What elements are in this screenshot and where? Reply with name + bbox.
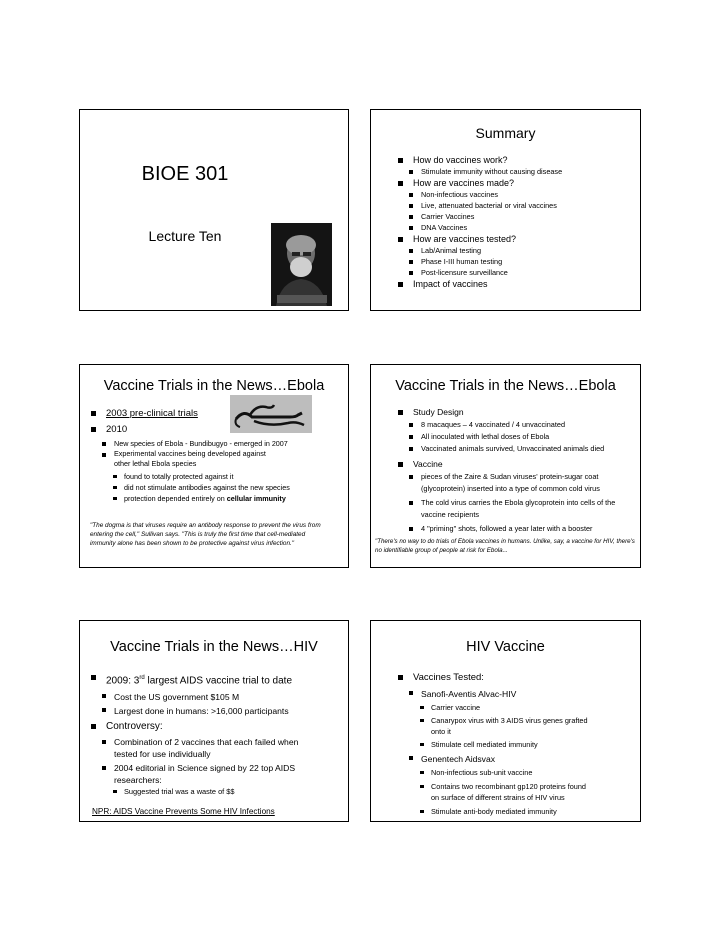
slide-hiv-1 (79, 620, 349, 822)
list-item: Stimulate cell mediated immunity (395, 739, 636, 750)
subtitle-text: Lecture Ten (148, 228, 222, 244)
list-item: Impact of vaccines (395, 278, 634, 290)
list-item: did not stimulate antibodies against the new species (88, 482, 342, 493)
list-item: Non-infectious sub-unit vaccine (395, 767, 636, 778)
list-item: Vaccine (395, 458, 636, 470)
slide-title: Summary (475, 125, 536, 141)
list-item: New species of Ebola - Bundibugyo - emerged in 2007 (88, 438, 342, 449)
slide-ebola-2 (370, 364, 641, 568)
list-item: Carrier Vaccines (395, 211, 634, 222)
list-item: Suggested trial was a waste of $$ (88, 786, 344, 798)
list-item: All inoculated with lethal doses of Ebola (395, 431, 636, 443)
list-item: 2004 editorial in Science signed by 22 top AIDS researchers: (88, 762, 344, 786)
list-item: Vaccinated animals survived, Unvaccinated animals died (395, 443, 636, 455)
list-item: Study Design (395, 406, 636, 418)
list-item: found to totally protected against it (88, 471, 342, 482)
list-item: Cost the US government $105 M (88, 690, 344, 704)
list-item: Live, attenuated bacterial or viral vaccines (395, 200, 634, 211)
summary-list (395, 154, 634, 290)
list-item: Phase I-III human testing (395, 256, 634, 267)
slide-title (79, 109, 349, 311)
list-item: Combination of 2 vaccines that each failed when tested for use individually (88, 736, 344, 760)
quote-text: "There's no way to do trials of Ebola vaccines in humans. Unlike, say, a vaccine for HIV, there's no identifiable group of people at risk for Ebola... (375, 538, 635, 554)
title-text: BIOE 301 (141, 163, 229, 185)
slide-title: Vaccine Trials in the News…Ebola (395, 378, 616, 394)
list-item: 8 macaques – 4 vaccinated / 4 unvaccinated (395, 419, 636, 431)
list-item: Post-licensure surveillance (395, 267, 634, 278)
list-item: pieces of the Zaire & Sudan viruses' protein-sugar coat (glycoprotein) inserted into a type of common cold virus (395, 471, 636, 494)
list-item: Sanofi-Aventis Alvac-HIV (395, 687, 636, 701)
list-item: Lab/Animal testing (395, 245, 634, 256)
npr-link[interactable]: NPR: AIDS Vaccine Prevents Some HIV Infections (92, 807, 275, 816)
slide-hiv-2 (370, 620, 641, 822)
list-item: Canarypox virus with 3 AIDS virus genes grafted onto it (395, 715, 636, 737)
slide-title: Vaccine Trials in the News…Ebola (103, 378, 325, 394)
list-item: How are vaccines tested? (395, 233, 634, 245)
slide-title: HIV Vaccine (466, 639, 545, 655)
list-item: 2009: 3rd largest AIDS vaccine trial to date (88, 671, 344, 688)
portrait-photo (271, 223, 332, 306)
list-item: Largest done in humans: >16,000 participants (88, 704, 344, 718)
list-item: Non-infectious vaccines (395, 189, 634, 200)
list-item: Stimulate immunity without causing disease (395, 166, 634, 177)
list-item: 2010 (88, 423, 342, 436)
list-item: DNA Vaccines (395, 222, 634, 233)
list-item: Genentech Aidsvax (395, 752, 636, 766)
list-item: Controversy: (88, 720, 344, 734)
slide-summary (370, 109, 641, 311)
list-item: How do vaccines work? (395, 154, 634, 166)
list-item: The cold virus carries the Ebola glycoprotein into cells of the vaccine recipients (395, 497, 636, 520)
list-item: Vaccines Tested: (395, 671, 636, 685)
quote-text: "The dogma is that viruses require an antibody response to prevent the virus from entering the cell," Sullivan says. "This is truly the first time that cell-mediated immunity alone has been shown to be protective against virus infection." (90, 522, 321, 547)
list-item: How are vaccines made? (395, 177, 634, 189)
list-item: Contains two recombinant gp120 proteins found on surface of different strains of HIV virus (395, 781, 636, 803)
slide-title: Vaccine Trials in the News…HIV (110, 639, 318, 655)
list-item: protection depended entirely on cellular immunity (88, 493, 342, 504)
list-item: Carrier vaccine (395, 702, 636, 713)
list-item: Experimental vaccines being developed against other lethal Ebola species (88, 449, 342, 469)
list-item: 2003 pre-clinical trials (88, 407, 342, 420)
slide-ebola-1 (79, 364, 349, 568)
list-item: Stimulate anti-body mediated immunity (395, 806, 636, 817)
list-item: 4 "priming" shots, followed a year later with a booster (395, 523, 636, 535)
